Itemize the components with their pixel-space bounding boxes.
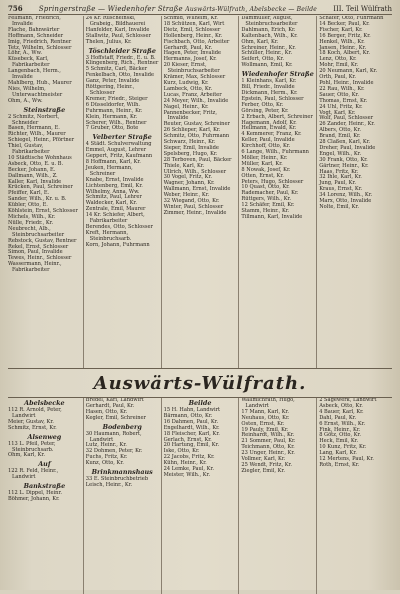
resident-entry: 10 Quast, Otto, Kr. bbox=[241, 184, 290, 191]
resident-entry: Krücken, Paul, Schreiner bbox=[8, 184, 73, 191]
resident-entry: Kaltenbach, Wilh., Kr. bbox=[241, 32, 298, 39]
bottom-column-5 bbox=[317, 398, 394, 594]
resident-entry: Hasen, Otto, Kr. bbox=[85, 408, 128, 415]
resident-entry: Hermanns, Josef, Kr. bbox=[163, 56, 217, 63]
resident-entry: Hoffmann, Schneider bbox=[8, 32, 64, 39]
resident-entry: 8 Hoffmann, Karl, Kr. bbox=[85, 159, 141, 166]
resident-entry: Nies, Wilhelm, Unterwachtmeister bbox=[8, 85, 63, 98]
resident-entry: Gärtner, Heinr., Kr. bbox=[319, 162, 369, 169]
resident-entry: Neuhaus, Otto, Kr. bbox=[241, 414, 290, 421]
resident-entry: Hollenberg, Heinr., Kr. bbox=[163, 32, 223, 39]
resident-entry: Dahlmann, Erich, Kr. bbox=[241, 26, 296, 33]
resident-entry: Kegler, Emil, Schreiner bbox=[85, 414, 146, 421]
resident-entry: Basen, Hermann, E. bbox=[8, 125, 60, 132]
resident-entry: 17 Mann, Karl, Kr. bbox=[241, 408, 289, 415]
resident-entry: Reinhardt, Wilh., Kr. bbox=[241, 432, 295, 439]
resident-entry: Thomas, Ernst, Kr. bbox=[319, 97, 368, 104]
resident-entry: Kirchhoff, Otto, Kr. bbox=[241, 143, 291, 150]
resident-entry: Brand, Emil, Kr. bbox=[319, 133, 361, 140]
running-head-section: III. Teil Wülfrath bbox=[333, 5, 392, 13]
resident-entry: Tillmann, Karl, Invalide bbox=[241, 214, 303, 220]
resident-entry: Lenz, Otto, Kr. bbox=[319, 56, 357, 63]
resident-entry: 18 Koch, Albert, Kr. bbox=[319, 50, 370, 57]
resident-entry: Böhmer, Johann, Kr. bbox=[8, 496, 60, 503]
resident-entry: Fischbach, Otto, Arbeiter bbox=[163, 38, 230, 45]
resident-entry: Röttgering, Heinr., Schlosser bbox=[85, 84, 135, 96]
resident-entry: Stallwitz, Paul, Schlosser bbox=[85, 32, 151, 39]
resident-entry: Hagemann, Adolf, Kr. bbox=[241, 119, 297, 126]
resident-entry: Thiele, Karl, Kr. bbox=[163, 162, 205, 169]
street-heading: Beilde bbox=[188, 399, 212, 407]
resident-entry: Marx, Otto, Invalide bbox=[319, 198, 372, 205]
running-head-center bbox=[23, 5, 334, 14]
resident-entry: 19 Pauly, Emil, Kr. bbox=[241, 426, 289, 433]
resident-entry: Gerhardt, Paul, Kr. bbox=[85, 402, 135, 409]
resident-entry: 18 Fleischer, Karl, Kr. bbox=[163, 430, 220, 437]
resident-entry: Bärmann, Otto, Kr. bbox=[163, 412, 213, 419]
resident-entry: Ziegler, Emil, Kr. bbox=[241, 467, 285, 474]
resident-entry: Albers, Otto, Kr. bbox=[319, 127, 361, 134]
resident-entry: Kremer, Friedr., Steiger bbox=[85, 95, 148, 102]
resident-entry: Schiegel, Heinr., Pförtner bbox=[8, 137, 75, 144]
resident-entry: Klein, Hermann, Kr. bbox=[85, 113, 138, 120]
resident-entry: Zimmer, Heinr., Invalide bbox=[163, 209, 227, 216]
resident-entry: Kübler, Otto, E. bbox=[8, 202, 48, 209]
resident-entry: Pfeiffer, Karl, E. bbox=[8, 190, 50, 197]
resident-entry: Berendes, Otto, Schlosser bbox=[85, 224, 153, 230]
resident-entry: Wolf, Paul, Schlosser bbox=[319, 115, 374, 122]
resident-entry: Schwarz, Heinr., Kr. bbox=[163, 139, 216, 146]
street-heading: Bankstraße bbox=[23, 482, 66, 491]
resident-entry: Dreher, Paul, Invalide bbox=[319, 144, 376, 151]
resident-entry: Küsebeck, Karl, Fabrikarbeiter bbox=[8, 56, 50, 69]
resident-entry: Wagner, Johann, Kr. bbox=[163, 180, 215, 187]
resident-entry: Schäfer, Otto, Fuhrmann bbox=[319, 16, 384, 21]
resident-entry: Fuhrmann, Heinr., Kr. bbox=[85, 107, 143, 114]
resident-entry: Osten, Ernst, Kr. bbox=[241, 420, 285, 427]
resident-entry: 23 Unger, Heinr., Kr. bbox=[241, 450, 295, 457]
resident-entry: 7 Gruber, Otto, Bote bbox=[85, 125, 139, 132]
resident-entry: Fenkelbach, Otto, Invalide bbox=[85, 72, 155, 79]
resident-entry: 28 Claßen, Karl, Kr. bbox=[319, 139, 371, 146]
resident-entry: Nagel, Heinr., Kr. bbox=[163, 103, 209, 110]
resident-entry: Wassermann, Heinr., Fabrikarbeiter bbox=[8, 261, 62, 274]
page-number: 756 bbox=[8, 4, 23, 13]
resident-entry: 4 Bauer, Karl, Kr. bbox=[319, 408, 364, 415]
resident-entry: Stamm, Heinr., Kr. bbox=[241, 208, 290, 215]
resident-entry: Schmitz, Paul, Lehrer bbox=[85, 194, 142, 201]
resident-entry: Mohr, Emil, Kr. bbox=[319, 62, 359, 69]
resident-entry: Weber, Heinr., Kr. bbox=[163, 192, 210, 199]
resident-entry: 10 Städtische Wohnhaus bbox=[8, 154, 72, 161]
resident-entry: Peters, Hugo, Schlosser bbox=[241, 178, 304, 185]
resident-entry: Tewes, Heinr., Schlosser bbox=[8, 255, 72, 262]
resident-entry: Seifert, Otto, Kr. bbox=[241, 56, 285, 63]
resident-entry: Geppert, Fritz, Kaufmann bbox=[85, 153, 153, 160]
running-head-subtitle: Auswärts-Wülfrath, Abelsbecke — Beilde bbox=[185, 6, 318, 13]
resident-entry: 28 Terboven, Paul, Bäcker bbox=[163, 156, 232, 163]
resident-entry: Ohm, A., Ww. bbox=[8, 97, 43, 104]
resident-entry: 26 Schlieper, Karl, Kr. bbox=[163, 127, 221, 134]
resident-entry: 8 Nowak, Josef, Kr. bbox=[241, 166, 291, 173]
resident-entry: Iske, Otto, Kr. bbox=[163, 448, 200, 455]
street-heading: Auf bbox=[38, 460, 51, 469]
resident-entry: Asbeck, Otto, E. u. B. bbox=[8, 160, 64, 167]
resident-entry: Epstein, Paul, Schlosser bbox=[241, 95, 304, 102]
resident-entry: 24 Kr. Ruscheinski, Grabeig., Bildhauerei bbox=[85, 16, 146, 27]
resident-entry: Gerhardt, Paul, Kr. bbox=[163, 44, 213, 51]
top-columns bbox=[6, 16, 394, 368]
resident-entry: Emmel, August, Lehrer bbox=[85, 147, 147, 154]
resident-entry: Rebstock, Gustav, Rentner bbox=[8, 237, 77, 244]
resident-entry: Nülle, Friedr., Kr. bbox=[8, 219, 54, 226]
resident-entry: Jung, Paul, Kr. bbox=[319, 180, 356, 187]
street-heading: Brinkmannshaus bbox=[91, 468, 153, 477]
resident-entry: Imig, Friedrich, Rentner bbox=[8, 38, 72, 45]
resident-entry: 122 R. Feld, Heinr., Landwirt bbox=[8, 468, 59, 481]
resident-entry: Schreiner, Heinr., Kr. bbox=[241, 44, 296, 51]
resident-entry: 14 Becker, Paul, Kr. bbox=[319, 20, 370, 27]
resident-entry: Meister, Wilh., Kr. bbox=[163, 471, 211, 478]
resident-entry: 24 Meyer, Wilh., Invalide bbox=[163, 97, 229, 104]
top-column-3 bbox=[162, 16, 240, 368]
resident-entry: Reuter, Gustav, Schreiner bbox=[163, 121, 230, 128]
resident-entry: 22 Rau, Wilh., Kr. bbox=[319, 85, 365, 92]
resident-entry: Vollmer, Karl, Kr. bbox=[241, 456, 286, 463]
resident-entry: 30 Vogel, Fritz, Kr. bbox=[163, 174, 212, 181]
resident-entry: Korn, Johann, Fuhrmann bbox=[85, 241, 150, 248]
resident-entry: Langenbach, Herm., Invalide bbox=[8, 68, 61, 81]
resident-entry: Meier, Gustav, Kr. bbox=[8, 418, 54, 425]
resident-entry: Pohl, Heinr., Invalide bbox=[319, 79, 374, 86]
resident-entry: Scherer, Wilh., Rentner bbox=[85, 119, 147, 126]
resident-entry: 34 Lorenz, Wilh., Kr. bbox=[319, 192, 373, 199]
resident-entry: Richter, Wilh., Maurer bbox=[8, 131, 66, 138]
resident-entry: Winter, Paul, Schlosser bbox=[163, 204, 224, 210]
resident-entry: Nolte, Emil, Kr. bbox=[319, 204, 359, 210]
resident-entry: 24 Lemke, Paul, Kr. bbox=[163, 466, 214, 473]
resident-entry: Dietz, Emil, Schlosser bbox=[163, 26, 221, 33]
section-banner bbox=[8, 368, 392, 398]
street-heading: Steinstraße bbox=[23, 105, 66, 114]
resident-entry: Roth, Ernst, Kr. bbox=[319, 461, 360, 468]
resident-entry: 6 Lange, Wilh., Fuhrmann bbox=[241, 149, 309, 156]
resident-entry: Dallmann, Wilh., Z. bbox=[8, 172, 58, 179]
resident-entry: Dickmann, Herm., Kr. bbox=[241, 89, 298, 96]
resident-entry: Becker, Johann, E. bbox=[8, 166, 56, 173]
top-column-2 bbox=[84, 16, 162, 368]
resident-entry: Tetz, Wilhelm, Schlosser bbox=[8, 44, 72, 51]
resident-entry: 16 Berger, Fritz, Kr. bbox=[319, 32, 371, 39]
resident-entry: Lambeck, Otto, Kr. bbox=[163, 85, 213, 92]
resident-entry: 21 Sommer, Paul, Kr. bbox=[241, 438, 296, 445]
resident-entry: Schmid, Wilhelm, Kr. bbox=[163, 16, 218, 21]
resident-entry: 20 Kieser, Ernst, Steinbruchsarbeiter bbox=[163, 62, 220, 75]
resident-entry: Spelsberg, Hugo, Kr. bbox=[163, 150, 218, 157]
section-title: Auswärts-Wülfrath. bbox=[93, 372, 307, 394]
resident-entry: Teichmann, Otto, Kr. bbox=[241, 444, 295, 451]
resident-entry: Wollmann, Emil, Kr. bbox=[241, 62, 293, 69]
resident-entry: Keller, Paul, Invalide bbox=[241, 137, 295, 144]
resident-entry: 1 Kleinhans, Karl, Kr. bbox=[241, 78, 297, 85]
resident-entry: Thelen, Julius, Kr. bbox=[85, 38, 132, 45]
resident-entry: 10 Kunz, Fritz, Kr. bbox=[319, 444, 367, 451]
resident-entry: Orth, Paul, Kr. bbox=[319, 74, 357, 81]
bottom-columns bbox=[6, 398, 394, 594]
resident-entry: Lang, Karl, Kr. bbox=[319, 450, 357, 457]
resident-entry: Leisch, Heinr., Kr. bbox=[85, 481, 133, 488]
street-heading: Wiedenhofer Straße bbox=[241, 70, 314, 79]
resident-entry: Michels, Wilh., Kr. bbox=[8, 214, 56, 220]
resident-entry: 112 R. Arnold, Peter, Landwirt bbox=[8, 407, 62, 419]
resident-entry: Wallmann, Ernst, Invalide bbox=[163, 186, 231, 193]
resident-entry: 2 Erbach, Albert, Schreiner bbox=[241, 113, 313, 120]
resident-entry: Bredel, Karl, Landwirt bbox=[85, 398, 144, 403]
resident-entry: Löhr, A., Ww. bbox=[8, 50, 42, 57]
resident-entry: Ferber, Otto, Kr. bbox=[241, 101, 284, 108]
street-heading: Velberter Straße bbox=[92, 133, 152, 142]
resident-entry: Möller, Heinr., Kr. bbox=[241, 154, 288, 161]
resident-entry: Ohm, Karl, Kr. bbox=[241, 38, 279, 45]
resident-entry: Schmitz, Ernst, Kr. bbox=[8, 424, 57, 431]
resident-entry: Jansen, Heinr., Kr. bbox=[319, 44, 367, 51]
resident-entry: Jeuken, Hermann, Schreiner bbox=[85, 164, 133, 177]
resident-entry: 6 Düsseldorfer, Wilh. bbox=[85, 101, 140, 108]
resident-entry: Gerlach, Ernst, Kr. bbox=[163, 436, 212, 443]
resident-entry: Otten, Ernst, Kr. bbox=[241, 172, 284, 179]
resident-entry: Kaller, Karl, Invalide bbox=[8, 178, 62, 185]
resident-entry: Ullrich, Wilh., Schlosser bbox=[163, 168, 227, 175]
resident-entry: 20 Hartung, Emil, Kr. bbox=[163, 442, 220, 449]
resident-entry: 4 Städt. Schulverwaltung bbox=[85, 141, 152, 148]
resident-entry: Görsing, Peter, Kr. bbox=[241, 107, 289, 114]
resident-entry: Schüller, Heinr., Kr. bbox=[241, 50, 293, 57]
bottom-column-1 bbox=[6, 398, 84, 594]
resident-entry: Neubrecht, Alb., Steinbruchsarbeiter bbox=[8, 225, 65, 238]
resident-entry: 32 Wiegand, Otto, Kr. bbox=[163, 198, 220, 205]
resident-entry: Klingenberg, Rich., Rentner bbox=[85, 60, 159, 67]
resident-entry: Fuchs, Fritz, Kr. bbox=[85, 454, 128, 461]
resident-entry: Sieper, Emil, Invalide bbox=[163, 144, 219, 151]
resident-entry: Knabe, Ernst, Invalide bbox=[85, 176, 144, 183]
resident-entry: 25 Wendt, Fritz, Kr. bbox=[241, 461, 293, 468]
resident-entry: Vogt, Karl, Kr. bbox=[319, 109, 356, 116]
resident-entry: Thiel, Gustav, Fabrikarbeiter bbox=[8, 143, 50, 156]
resident-entry: Sander, Wilh., Kr. u. B. bbox=[8, 196, 67, 203]
resident-entry: Wallmichrath, Hugo, Landwirt bbox=[241, 398, 295, 409]
resident-entry: 112 L. Dippel, Heinr. bbox=[8, 490, 62, 497]
resident-entry: Ohm, Karl, Kr. bbox=[8, 452, 45, 459]
resident-entry: Waldecker, Karl, Kr. bbox=[85, 200, 138, 207]
resident-entry: Henkel, Wilh., Kr. bbox=[319, 38, 365, 45]
resident-entry: Kreft, Hermann, Steinbruchsarb. bbox=[85, 229, 132, 242]
resident-entry: Hellmann, Ewald, Kr. bbox=[241, 125, 297, 132]
bottom-column-4 bbox=[239, 398, 317, 594]
resident-entry: Lichtenberg, Emil, Kr. bbox=[85, 182, 143, 189]
resident-entry: Schmitz, Otto, Fuhrmann bbox=[163, 133, 230, 140]
resident-entry: Dahl, Paul, Kr. bbox=[319, 414, 357, 421]
resident-entry: Fink, Heinr., Kr. bbox=[319, 426, 361, 433]
resident-entry: Fischer, Karl, Kr. bbox=[319, 26, 363, 33]
resident-entry: 33 E. Steinbruchbetrieb bbox=[85, 476, 149, 483]
resident-entry: 16 Dahmen, Paul, Kr. bbox=[163, 418, 219, 425]
resident-entry: 14 Kr. Schiefer, Albert, Fabrikarbeiter bbox=[85, 212, 145, 225]
resident-entry: Rekel, Ernst, Schlosser bbox=[8, 243, 69, 250]
resident-entry: 20 Neumann, Karl, Kr. bbox=[319, 68, 378, 75]
resident-entry: Rüttgers, Wilh., Kr. bbox=[241, 196, 292, 203]
resident-entry: Zentrale, Emil, Maurer bbox=[85, 206, 146, 213]
resident-entry: Lucas, Franz, Arbeiter bbox=[163, 91, 222, 98]
resident-entry: Lutz, Heinr., Kr. bbox=[85, 442, 127, 449]
resident-entry: Flache, Bahnwärter bbox=[8, 26, 60, 33]
resident-entry: Mahlberg, Hub., Maurer bbox=[8, 79, 72, 86]
resident-entry: 18 Schützen, Karl, Wirt bbox=[163, 20, 225, 27]
resident-entry: 2 Sägewerk, Landwirt bbox=[319, 398, 377, 403]
resident-entry: 12 Schäfer, Emil, Kr. bbox=[241, 202, 295, 209]
resident-entry: Müller, Karl, Kr. bbox=[241, 160, 283, 167]
resident-entry: 3 Hoffstaff, Friedr., E. u. B. bbox=[85, 54, 156, 61]
resident-entry: Kühn, Heinr., Kr. bbox=[163, 460, 207, 467]
resident-entry: 22 Jacobs, Fritz, Kr. bbox=[163, 454, 215, 461]
resident-entry: 30 Frank, Otto, Kr. bbox=[319, 156, 368, 163]
bottom-column-2 bbox=[84, 398, 162, 594]
resident-entry: 5 Schmitz, Carl, Bäcker bbox=[85, 66, 148, 73]
resident-entry: Hagen, Peter, Invalide bbox=[163, 50, 221, 57]
resident-entry: Dammüller, August, Steinbruchsarbeiter bbox=[241, 16, 298, 27]
street-heading: Alsenweg bbox=[27, 432, 62, 441]
resident-entry: Heck, Emil, Kr. bbox=[319, 438, 359, 445]
resident-entry: Engel, Wilh., Kr. bbox=[319, 150, 362, 157]
resident-entry: Kurz, Ludwig, Kr. bbox=[163, 79, 209, 86]
resident-entry: Wilhelmy, Anna, Ww. bbox=[85, 188, 140, 195]
resident-entry: Fellmann, Friedrich, Invalide bbox=[8, 16, 61, 27]
resident-entry: Kunz, Otto, Kr. bbox=[85, 460, 124, 467]
resident-entry: 2 Schmitz, Norbert, Schneider bbox=[8, 113, 60, 126]
resident-entry: Köhlstein, Ernst, Schlosser bbox=[8, 208, 78, 215]
running-head-title: Springerstraße — Wiedenhofer Straße bbox=[38, 5, 183, 13]
resident-entry: Bill, Friedr., Invalide bbox=[241, 84, 295, 91]
resident-entry: 24 Uhl, Fritz, Kr. bbox=[319, 103, 363, 110]
resident-entry: Sauer, Otto, Kr. bbox=[319, 91, 359, 98]
resident-entry: Ganz, Peter, Invalide bbox=[85, 78, 140, 85]
resident-entry: Simon, Paul, Invalide bbox=[8, 249, 63, 256]
resident-entry: 4 Kemmerer, Franz, Kr. bbox=[241, 131, 302, 138]
resident-entry: 6 Ernst, Wilh., Kr. bbox=[319, 420, 366, 427]
top-column-5 bbox=[317, 16, 394, 368]
resident-entry: Hanfelder, Karl, Invalide bbox=[85, 26, 150, 33]
resident-entry: Rademacher, Paul, Kr. bbox=[241, 190, 299, 197]
street-heading: Töschleider Straße bbox=[88, 46, 156, 55]
resident-entry: Kraus, Ernst, Kr. bbox=[319, 186, 363, 193]
resident-entry: Engelhardt, Wilh., Kr. bbox=[163, 424, 220, 431]
resident-entry: 12 Mertens, Paul, Kr. bbox=[319, 456, 374, 463]
resident-entry: 30 Haumann, Robert, Landwirt bbox=[85, 430, 142, 443]
running-head bbox=[8, 4, 392, 15]
resident-entry: 32 Ihle, Karl, Kr. bbox=[319, 174, 362, 181]
resident-entry: 15 H. Hahn, Landwirt bbox=[163, 407, 221, 413]
resident-entry: Asbeck, Otto, Kr. bbox=[319, 402, 363, 409]
resident-entry: 113 L. Pfeil, Peter, Steinbruchsarb. bbox=[8, 440, 56, 453]
top-column-4 bbox=[239, 16, 317, 368]
street-heading: Bodenberg bbox=[102, 422, 142, 431]
resident-entry: 8 Götz, Otto, Kr. bbox=[319, 432, 362, 439]
resident-entry: 32 Dohmen, Peter, Kr. bbox=[85, 448, 143, 455]
bottom-column-3 bbox=[162, 398, 240, 594]
top-column-1 bbox=[6, 16, 84, 368]
resident-entry: Pannenbecker, Fritz, Invalide bbox=[163, 109, 217, 122]
street-heading: Abelsbecke bbox=[24, 399, 65, 407]
resident-entry: 26 Zander, Heinr., Kr. bbox=[319, 121, 375, 128]
resident-entry: Krämer, Max, Schlosser bbox=[163, 74, 226, 81]
resident-entry: Haas, Fritz, Kr. bbox=[319, 168, 359, 175]
